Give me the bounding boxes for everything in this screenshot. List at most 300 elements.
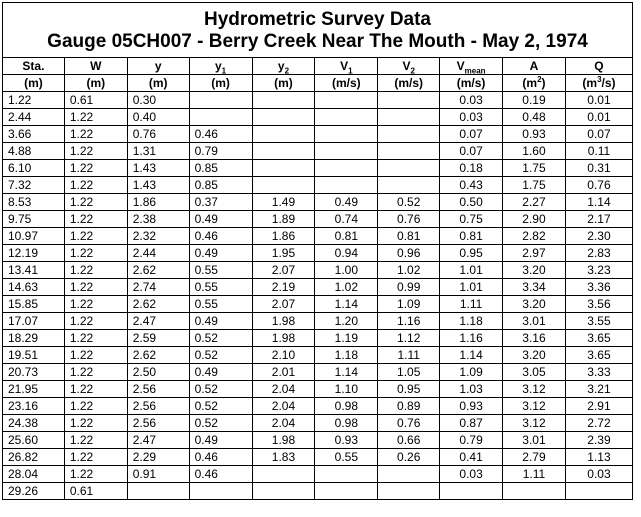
cell-v2: 1.11: [378, 347, 440, 364]
cell-y: 0.91: [127, 466, 189, 483]
cell-sta: 10.97: [3, 228, 65, 245]
cell-w: 1.22: [64, 279, 127, 296]
cell-q: 3.55: [565, 313, 632, 330]
cell-v1: [315, 143, 378, 160]
cell-v2: 0.66: [378, 432, 440, 449]
title-line-2: Gauge 05CH007 - Berry Creek Near The Mouth - May 2, 1974: [47, 31, 588, 52]
cell-sta: 7.32: [3, 177, 65, 194]
cell-q: 1.14: [565, 194, 632, 211]
col-header-v2: [378, 58, 440, 75]
cell-y: 2.62: [127, 262, 189, 279]
table-row: [3, 449, 633, 466]
col-header-q: [565, 58, 632, 75]
cell-y2: [252, 177, 315, 194]
cell-v1: 0.93: [315, 432, 378, 449]
cell-y2: 2.01: [252, 364, 315, 381]
unit-row: [3, 75, 633, 92]
cell-a: 2.27: [503, 194, 566, 211]
cell-vmean: 1.16: [440, 330, 503, 347]
cell-a: [503, 483, 566, 500]
cell-sta: 8.53: [3, 194, 65, 211]
cell-w: 1.22: [64, 415, 127, 432]
cell-v2: 0.81: [378, 228, 440, 245]
cell-sta: 28.04: [3, 466, 65, 483]
cell-y2: 1.98: [252, 313, 315, 330]
col-unit-w: [64, 75, 127, 92]
cell-y1: 0.79: [189, 143, 252, 160]
cell-a: 3.01: [503, 432, 566, 449]
cell-v2: [378, 160, 440, 177]
cell-y1: 0.49: [189, 245, 252, 262]
col-unit-y: [127, 75, 189, 92]
cell-vmean: 0.79: [440, 432, 503, 449]
cell-v2: 1.05: [378, 364, 440, 381]
cell-y: 2.47: [127, 313, 189, 330]
survey-sheet: [2, 2, 633, 500]
cell-a: 2.90: [503, 211, 566, 228]
cell-a: 1.75: [503, 177, 566, 194]
cell-y: 2.32: [127, 228, 189, 245]
cell-y2: [252, 126, 315, 143]
col-unit-suffix: ): [541, 75, 546, 90]
cell-vmean: 0.07: [440, 143, 503, 160]
cell-a: 3.01: [503, 313, 566, 330]
cell-vmean: 0.81: [440, 228, 503, 245]
cell-w: 1.22: [64, 262, 127, 279]
cell-vmean: 0.75: [440, 211, 503, 228]
table-row: [3, 330, 633, 347]
cell-y2: [252, 92, 315, 109]
col-header-label: y: [154, 58, 162, 73]
cell-a: 2.97: [503, 245, 566, 262]
cell-y1: 0.55: [189, 279, 252, 296]
cell-w: 1.22: [64, 296, 127, 313]
table-body: [3, 92, 633, 500]
cell-sta: 20.73: [3, 364, 65, 381]
cell-y2: [252, 466, 315, 483]
cell-y1: 0.52: [189, 398, 252, 415]
cell-y: 2.74: [127, 279, 189, 296]
cell-sta: 18.29: [3, 330, 65, 347]
cell-y: 1.86: [127, 194, 189, 211]
cell-y2: 2.07: [252, 262, 315, 279]
cell-w: 1.22: [64, 211, 127, 228]
col-unit-y2: [252, 75, 315, 92]
col-unit-label: (m: [522, 75, 538, 90]
table-row: [3, 194, 633, 211]
cell-v2: 1.12: [378, 330, 440, 347]
cell-vmean: 0.03: [440, 92, 503, 109]
cell-y1: 0.37: [189, 194, 252, 211]
cell-y2: 2.04: [252, 381, 315, 398]
cell-y1: 0.49: [189, 364, 252, 381]
col-unit-suffix: /s): [601, 75, 616, 90]
cell-v1: 0.49: [315, 194, 378, 211]
col-header-label: A: [529, 58, 539, 73]
cell-q: 0.01: [565, 92, 632, 109]
cell-w: 1.22: [64, 194, 127, 211]
cell-v1: 1.02: [315, 279, 378, 296]
cell-y1: 0.85: [189, 177, 252, 194]
cell-vmean: 1.01: [440, 262, 503, 279]
cell-a: 2.79: [503, 449, 566, 466]
cell-q: 3.36: [565, 279, 632, 296]
cell-q: 0.03: [565, 466, 632, 483]
col-unit-label: (m/s): [394, 75, 424, 90]
cell-y: 2.59: [127, 330, 189, 347]
cell-y2: 1.98: [252, 432, 315, 449]
col-header-sta: [3, 58, 65, 75]
table-row: [3, 228, 633, 245]
table-row: [3, 160, 633, 177]
col-unit-label: (m): [148, 75, 168, 90]
cell-y: 0.30: [127, 92, 189, 109]
cell-sta: 21.95: [3, 381, 65, 398]
table-row: [3, 398, 633, 415]
cell-v2: 0.52: [378, 194, 440, 211]
cell-vmean: 0.87: [440, 415, 503, 432]
cell-q: 3.23: [565, 262, 632, 279]
cell-a: 3.20: [503, 296, 566, 313]
cell-y1: [189, 92, 252, 109]
cell-y: 2.47: [127, 432, 189, 449]
cell-y2: [252, 160, 315, 177]
cell-q: 2.39: [565, 432, 632, 449]
cell-v1: 1.20: [315, 313, 378, 330]
cell-v1: 1.14: [315, 296, 378, 313]
cell-vmean: 0.43: [440, 177, 503, 194]
cell-sta: 25.60: [3, 432, 65, 449]
col-unit-label: (m: [582, 75, 598, 90]
col-unit-label: (m): [24, 75, 43, 90]
col-header-y2: [252, 58, 315, 75]
col-header-w: [64, 58, 127, 75]
col-unit-y1: [189, 75, 252, 92]
cell-y: 2.62: [127, 296, 189, 313]
cell-q: 2.30: [565, 228, 632, 245]
table-row: [3, 92, 633, 109]
cell-v2: [378, 177, 440, 194]
col-unit-label: (m): [211, 75, 230, 90]
cell-y1: 0.52: [189, 381, 252, 398]
cell-vmean: 0.03: [440, 466, 503, 483]
col-unit-sta: [3, 75, 65, 92]
col-header-subscript: 1: [221, 65, 227, 75]
cell-w: 1.22: [64, 228, 127, 245]
cell-sta: 12.19: [3, 245, 65, 262]
cell-q: 3.56: [565, 296, 632, 313]
cell-a: 3.12: [503, 415, 566, 432]
cell-w: 1.22: [64, 160, 127, 177]
col-header-y: [127, 58, 189, 75]
cell-q: 0.76: [565, 177, 632, 194]
cell-q: 0.11: [565, 143, 632, 160]
col-header-label: Q: [594, 58, 604, 73]
table-row: [3, 415, 633, 432]
cell-vmean: 1.18: [440, 313, 503, 330]
cell-y1: 0.52: [189, 330, 252, 347]
cell-v2: 0.95: [378, 381, 440, 398]
cell-v1: 0.74: [315, 211, 378, 228]
col-header-label: V: [402, 58, 411, 73]
table-row: [3, 466, 633, 483]
cell-v1: [315, 483, 378, 500]
cell-y1: [189, 109, 252, 126]
header-row: [3, 58, 633, 75]
cell-w: 1.22: [64, 126, 127, 143]
table-row: [3, 126, 633, 143]
col-header-y1: [189, 58, 252, 75]
cell-a: 0.19: [503, 92, 566, 109]
cell-vmean: 0.18: [440, 160, 503, 177]
cell-v1: 1.19: [315, 330, 378, 347]
col-header-label: V: [340, 58, 349, 73]
cell-y2: [252, 109, 315, 126]
cell-y: 2.56: [127, 415, 189, 432]
cell-y1: 0.49: [189, 211, 252, 228]
cell-y: 2.29: [127, 449, 189, 466]
cell-sta: 4.88: [3, 143, 65, 160]
cell-y1: 0.52: [189, 347, 252, 364]
cell-y2: [252, 143, 315, 160]
cell-w: 1.22: [64, 109, 127, 126]
cell-vmean: 0.03: [440, 109, 503, 126]
cell-y: 2.62: [127, 347, 189, 364]
table-row: [3, 381, 633, 398]
cell-y: 0.40: [127, 109, 189, 126]
cell-y2: 1.86: [252, 228, 315, 245]
cell-vmean: [440, 483, 503, 500]
cell-sta: 26.82: [3, 449, 65, 466]
cell-v1: 0.94: [315, 245, 378, 262]
cell-v2: [378, 109, 440, 126]
cell-q: 3.65: [565, 330, 632, 347]
col-header-a: [503, 58, 566, 75]
cell-q: 2.91: [565, 398, 632, 415]
cell-sta: 15.85: [3, 296, 65, 313]
cell-y: 2.38: [127, 211, 189, 228]
cell-sta: 24.38: [3, 415, 65, 432]
cell-y: 2.50: [127, 364, 189, 381]
col-header-label: W: [90, 58, 102, 73]
col-unit-superscript: 2: [537, 74, 542, 84]
col-unit-v2: [378, 75, 440, 92]
table-row: [3, 296, 633, 313]
cell-v1: 0.98: [315, 398, 378, 415]
cell-v2: 1.09: [378, 296, 440, 313]
cell-w: 0.61: [64, 483, 127, 500]
cell-v2: 0.26: [378, 449, 440, 466]
cell-v2: [378, 143, 440, 160]
cell-sta: 29.26: [3, 483, 65, 500]
cell-a: 2.82: [503, 228, 566, 245]
cell-vmean: 0.95: [440, 245, 503, 262]
cell-sta: 2.44: [3, 109, 65, 126]
cell-v1: [315, 92, 378, 109]
cell-q: 2.17: [565, 211, 632, 228]
cell-w: 1.22: [64, 330, 127, 347]
cell-v2: [378, 126, 440, 143]
cell-v1: 1.14: [315, 364, 378, 381]
cell-a: 3.20: [503, 262, 566, 279]
table-row: [3, 347, 633, 364]
cell-a: 3.16: [503, 330, 566, 347]
cell-a: 1.75: [503, 160, 566, 177]
cell-v2: 0.99: [378, 279, 440, 296]
cell-q: 3.21: [565, 381, 632, 398]
cell-vmean: 0.07: [440, 126, 503, 143]
cell-v1: [315, 466, 378, 483]
cell-q: 3.65: [565, 347, 632, 364]
cell-w: 1.22: [64, 347, 127, 364]
cell-y1: 0.55: [189, 296, 252, 313]
cell-v2: [378, 466, 440, 483]
cell-vmean: 1.01: [440, 279, 503, 296]
table-row: [3, 364, 633, 381]
cell-w: 1.22: [64, 381, 127, 398]
col-unit-a: [503, 75, 566, 92]
table-row: [3, 109, 633, 126]
cell-a: 3.34: [503, 279, 566, 296]
cell-w: 1.22: [64, 313, 127, 330]
cell-w: 1.22: [64, 466, 127, 483]
cell-v1: 1.10: [315, 381, 378, 398]
cell-v2: 1.02: [378, 262, 440, 279]
cell-a: 3.12: [503, 398, 566, 415]
cell-sta: 13.41: [3, 262, 65, 279]
cell-v1: 0.81: [315, 228, 378, 245]
cell-y2: 2.04: [252, 398, 315, 415]
cell-y2: 1.49: [252, 194, 315, 211]
cell-y2: [252, 483, 315, 500]
cell-a: 3.12: [503, 381, 566, 398]
cell-vmean: 1.14: [440, 347, 503, 364]
col-unit-v1: [315, 75, 378, 92]
cell-y1: 0.85: [189, 160, 252, 177]
cell-sta: 1.22: [3, 92, 65, 109]
cell-a: 0.93: [503, 126, 566, 143]
table-row: [3, 432, 633, 449]
cell-q: 2.83: [565, 245, 632, 262]
cell-v1: 1.00: [315, 262, 378, 279]
cell-y: 0.76: [127, 126, 189, 143]
cell-vmean: 1.09: [440, 364, 503, 381]
cell-w: 1.22: [64, 432, 127, 449]
cell-y1: 0.49: [189, 313, 252, 330]
cell-sta: 17.07: [3, 313, 65, 330]
cell-y: 2.56: [127, 381, 189, 398]
cell-v2: 0.96: [378, 245, 440, 262]
col-header-subscript: 1: [348, 65, 353, 75]
cell-y2: 1.89: [252, 211, 315, 228]
cell-w: 1.22: [64, 449, 127, 466]
cell-sta: 6.10: [3, 160, 65, 177]
title-line-1: Hydrometric Survey Data: [203, 9, 432, 30]
cell-w: 1.22: [64, 364, 127, 381]
col-header-subscript: mean: [464, 65, 486, 75]
col-header-label: V: [456, 58, 465, 73]
col-unit-q: [565, 75, 632, 92]
table-row: [3, 245, 633, 262]
table-row: [3, 313, 633, 330]
cell-v2: [378, 92, 440, 109]
col-header-subscript: 2: [284, 65, 290, 75]
cell-q: 1.13: [565, 449, 632, 466]
cell-v2: 0.76: [378, 211, 440, 228]
cell-y1: 0.46: [189, 466, 252, 483]
col-header-label: y: [277, 58, 285, 73]
col-header-subscript: 2: [410, 65, 415, 75]
table-row: [3, 143, 633, 160]
cell-sta: 19.51: [3, 347, 65, 364]
cell-v2: 0.89: [378, 398, 440, 415]
cell-w: 1.22: [64, 245, 127, 262]
col-unit-label: (m/s): [456, 75, 486, 90]
cell-y: 1.43: [127, 177, 189, 194]
cell-w: 1.22: [64, 398, 127, 415]
cell-vmean: 0.50: [440, 194, 503, 211]
cell-v1: 0.55: [315, 449, 378, 466]
cell-a: 0.48: [503, 109, 566, 126]
cell-y2: 1.95: [252, 245, 315, 262]
cell-q: 2.72: [565, 415, 632, 432]
cell-v1: 1.18: [315, 347, 378, 364]
cell-v1: [315, 160, 378, 177]
cell-sta: 9.75: [3, 211, 65, 228]
cell-v1: [315, 109, 378, 126]
table-row: [3, 177, 633, 194]
cell-v1: [315, 126, 378, 143]
col-unit-vmean: [440, 75, 503, 92]
cell-v2: [378, 483, 440, 500]
col-header-label: Sta.: [22, 58, 45, 73]
cell-y2: 2.07: [252, 296, 315, 313]
cell-a: 1.60: [503, 143, 566, 160]
cell-sta: 3.66: [3, 126, 65, 143]
col-unit-superscript: 3: [597, 74, 602, 84]
cell-a: 1.11: [503, 466, 566, 483]
table-row: [3, 211, 633, 228]
cell-y2: 1.83: [252, 449, 315, 466]
cell-w: 1.22: [64, 143, 127, 160]
cell-w: 1.22: [64, 177, 127, 194]
col-header-vmean: [440, 58, 503, 75]
col-header-label: y: [214, 58, 222, 73]
cell-y: [127, 483, 189, 500]
cell-sta: 23.16: [3, 398, 65, 415]
cell-vmean: 0.93: [440, 398, 503, 415]
col-unit-label: (m): [274, 75, 293, 90]
cell-y2: 2.04: [252, 415, 315, 432]
cell-v2: 1.16: [378, 313, 440, 330]
table-row: [3, 262, 633, 279]
cell-q: 0.31: [565, 160, 632, 177]
cell-w: 0.61: [64, 92, 127, 109]
cell-q: 3.33: [565, 364, 632, 381]
cell-vmean: 1.11: [440, 296, 503, 313]
table-row: [3, 483, 633, 500]
cell-vmean: 1.03: [440, 381, 503, 398]
cell-y1: [189, 483, 252, 500]
cell-v2: 0.76: [378, 415, 440, 432]
cell-q: [565, 483, 632, 500]
cell-y1: 0.52: [189, 415, 252, 432]
cell-vmean: 0.41: [440, 449, 503, 466]
survey-table: [2, 57, 633, 500]
cell-y1: 0.46: [189, 449, 252, 466]
cell-y1: 0.49: [189, 432, 252, 449]
cell-v1: 0.98: [315, 415, 378, 432]
